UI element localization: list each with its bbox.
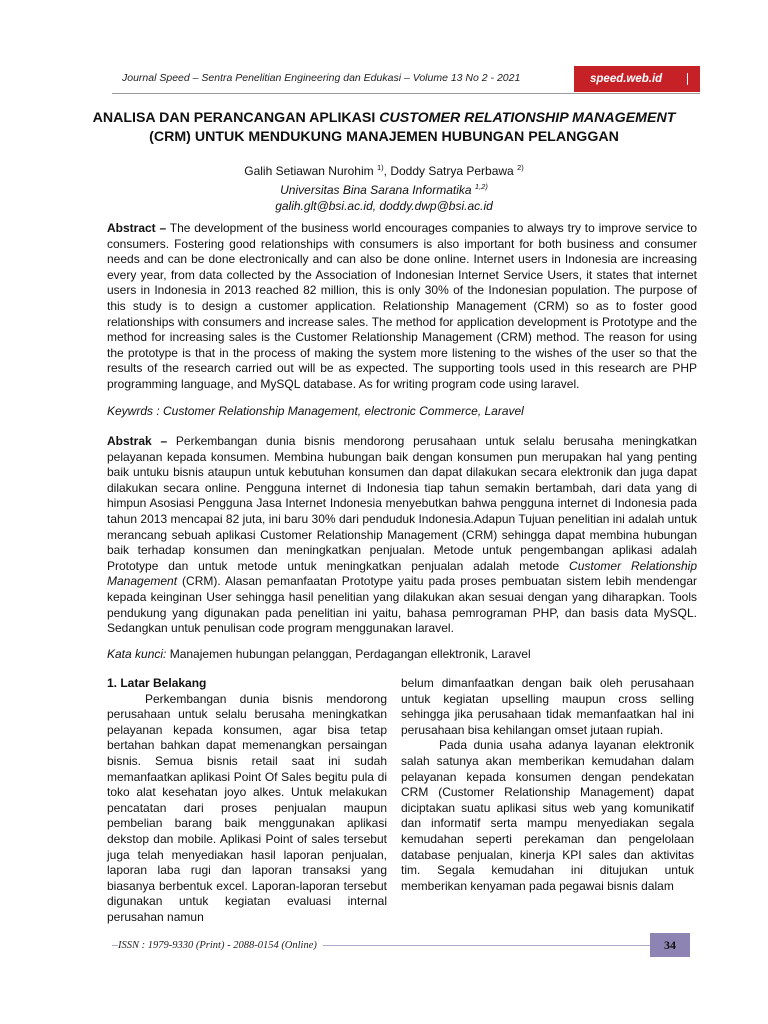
abstract-id-italic: Customer Relationship Management (107, 558, 698, 589)
author-block (60, 160, 708, 214)
section-paragraph-right-2: Pada dunia usaha adanya layanan elektronik salah satunya akan memberikan kemudahan dalam pelayanan kepada konsumen dengan pendekatan CRM (Customer Relationship Management) dapat diciptakan suatu aplikasi situs web yang komunikatif dan informatif serta mampu menyediakan segala kemudahan seperti perekaman dan pengelolaan database penjualan, kinerja KPI sales dan aktivitas tim. Segala kemudahan ini ditujukan untuk memberikan kenyaman pada pegawai bisnis dalam (401, 738, 694, 893)
author-names (60, 160, 708, 179)
abstract-en-label: Abstract – (107, 221, 167, 235)
section-paragraph-left: Perkembangan dunia bisnis mendorong perusahaan untuk selalu berusaha meningkatkan pelayanan kepada konsumen, agar bisa tetap bertahan bahkan dapat memenangkan persaingan bisnis. Semua bisnis retail saat ini sudah memanfaatkan aplikasi Point Of Sales begitu pula di toko alat kesehatan joyo alkes. Untuk melakukan pencatatan dari proses penjualan maupun pembelian barang baik menggunakan aplikasi dekstop dan mobile. Aplikasi Point of sales tersebut juga telah menyediakan hasil laporan penjualan, laporan laba rugi dan laporan transaksi yang biasanya berbentuk excel. Laporan-laporan tersebut digunakan untuk kegiatan evaluasi internal perusahan namun (107, 691, 387, 924)
body-column-right (401, 676, 694, 894)
paper-title (60, 109, 708, 147)
abstract-id (107, 434, 697, 637)
title-line-2: (CRM) UNTUK MENDUKUNG MANAJEMEN HUBUNGAN PELANGGAN (149, 129, 619, 145)
footer-issn: ISSN : 1979-9330 (Print) - 2088-0154 (Online) (118, 940, 323, 951)
abstract-id-label: Abstrak – (107, 434, 168, 448)
badge-divider (687, 73, 688, 85)
affiliation-sup: 1,2) (474, 182, 488, 191)
abstract-id-text-a: Perkembangan dunia bisnis mendorong perusahaan untuk selalu berusaha meningkatkan pelayanan kepada konsumen. Membina hubungan baik dengan konsumen pun merupakan hal yang penting baik untuku bisnis ataupun untuk kebutuhan konsumen dan dapat dilakukan secara elektronik dan juga dapat dilakukan secara online. Pengguna internet di Indonesia tiap tahun semakin bertambah, dari data yang di himpun Asosiasi Pengguna Jasa Internet Indonesia menyebutkan bahwa pengguna internet di Indonesia pada tahun 2013 mencapai 82 juta, ini baru 30% dari penduduk Indonesia.Adapun Tujuan penelitian ini adalah untuk merancang sebuah aplikasi Customer Relationship Management (CRM) sehingga dapat membina hubungan baik terhadap konsumen dan meningkatkan penjualan. Metode untuk pengembangan aplikasi adalah Prototype dan untuk metode untuk meningkatkan penjualan adalah metode (107, 434, 697, 573)
abstract-en (107, 221, 697, 393)
abstract-en-text: The development of the business world encourages companies to always try to improve service to consumers. Fostering good relationships with consumers is also important for both business and consumer needs and can be done electronically and can also be done online. Internet users in Indonesia are increasing every year, from data collected by the Association of Indonesian Internet Service Users, it states that internet users in Indonesia in 2013 reached 82 million, this is only 30% of the Indonesian population. The purpose of this study is to design a customer application. Relationship Management (CRM) so as to foster good relationships with consumers and increase sales. The method for application development is Prototype and the method for increasing sales is the Customer Relationship Management (CRM) method. The reason for using the prototype is that in the process of making the system more listening to the wishes of the user so that the results of the research carried out will be as expected. The supporting tools used in this research are PHP programming language, and MySQL database. As for writing program code using laravel. (107, 221, 697, 391)
site-badge[interactable] (574, 66, 700, 92)
abstract-id-text-b: (CRM). Alasan pemanfaatan Prototype yaitu pada proses pembuatan sistem lebih mendengar kepada keinginan User sehingga hasil penelitian yang dilakukan akan sesuai dengan yang diharapkan. Tools pendukung yang digunakan pada penelitian ini yaitu, bahasa pemrograman PHP, dan basis data MySQL. Sedangkan untuk penulisan code program menggunakan laravel. (107, 574, 697, 636)
keywords-en: Keywrds : Customer Relationship Management, electronic Commerce, Laravel (107, 404, 524, 418)
body-column-left (107, 676, 387, 926)
title-line-1 (60, 109, 708, 128)
author-1: Galih Setiawan Nurohim (244, 164, 374, 178)
title-plain: ANALISA DAN PERANCANGAN APLIKASI (92, 110, 380, 126)
affiliation-name: Universitas Bina Sarana Informatika (280, 183, 472, 197)
section-paragraph-right-1: belum dimanfaatkan dengan baik oleh perusahaan untuk kegiatan upselling maupun cross selling sehingga jika perusahaan tidak memanfaatkan hal ini perusahaan bisa kehilangan omset jutaan rupiah. (401, 676, 694, 737)
title-italic: CUSTOMER RELATIONSHIP MANAGEMENT (379, 110, 676, 126)
author-2-sup: 2) (517, 163, 524, 172)
header-rule (112, 93, 700, 94)
keywords-id-label: Kata kunci: (107, 647, 167, 661)
keywords-id (107, 646, 697, 662)
keywords-id-text: Manajemen hubungan pelanggan, Perdagangan ellektronik, Laravel (166, 647, 531, 661)
section-heading: 1. Latar Belakang (107, 676, 207, 690)
author-1-sup: 1) (376, 163, 384, 172)
journal-header (112, 66, 700, 92)
author-2: , Doddy Satrya Perbawa (383, 164, 514, 178)
page-number: 34 (650, 933, 690, 957)
journal-line: Journal Speed – Sentra Penelitian Engineering dan Edukasi – Volume 13 No 2 - 2021 (122, 72, 521, 84)
author-emails[interactable]: galih.glt@bsi.ac.id, doddy.dwp@bsi.ac.id (275, 199, 493, 213)
site-badge-label: speed.web.id (590, 73, 663, 85)
affiliation (60, 179, 708, 198)
